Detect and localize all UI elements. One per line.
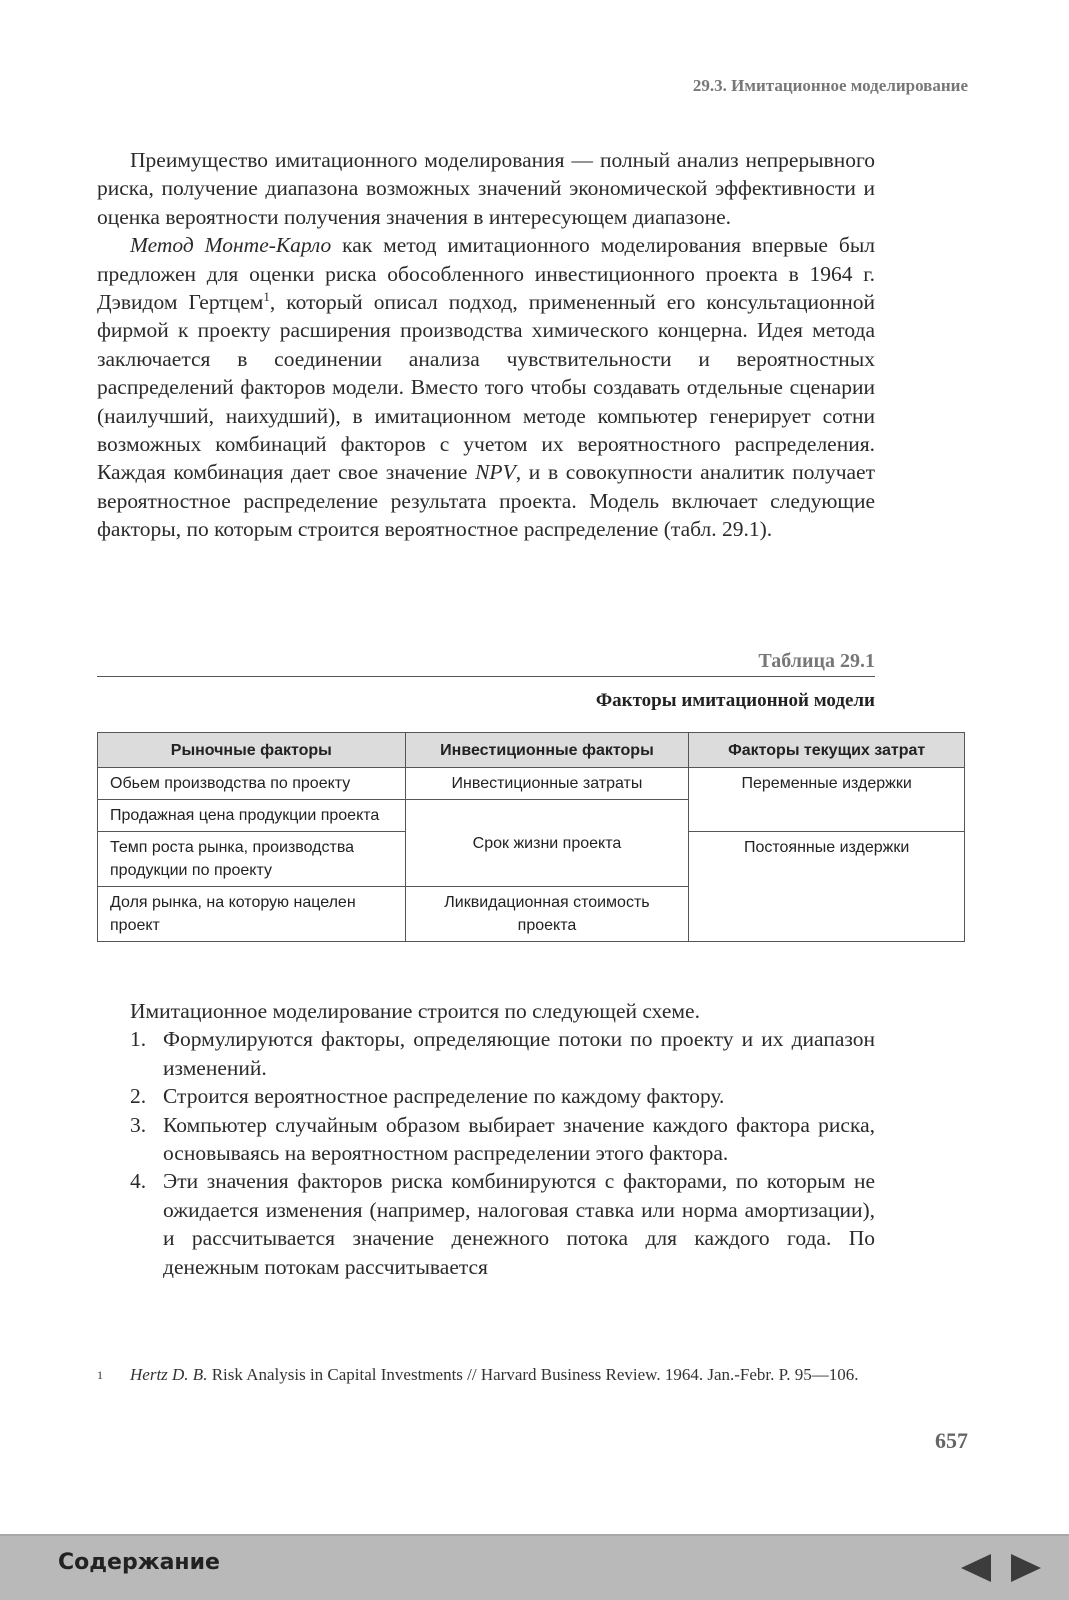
table-cell: Срок жизни проекта xyxy=(405,800,689,887)
list-number: 4. xyxy=(130,1169,147,1194)
table-cell: Продажная цена продукции проекта xyxy=(98,800,406,832)
table-row xyxy=(98,768,965,800)
footnote-mark: 1 xyxy=(97,1368,103,1382)
list-number: 1. xyxy=(130,1027,147,1052)
list-text: Эти значения факторов риска комбинируются с факторами, по которым не ожидается изменения (например, налоговая ставка или норма амортизации), и рассчитывается значение денежного потока для каждого года. По денежным потокам рассчитывается xyxy=(163,1169,875,1279)
footnote-author: Hertz D. B. xyxy=(130,1365,208,1384)
list-number: 2. xyxy=(130,1084,147,1109)
column-header: Инвестиционные факторы xyxy=(405,733,689,768)
table-cell: Переменные издержки xyxy=(689,768,965,832)
paragraph-text: , и в совокупности аналитик получает вероятностное распределение результата проекта. Модель включает следующие факторы, по которым строится вероятностное распределение (табл. 29.1). xyxy=(97,460,875,542)
footnote-text xyxy=(130,1364,858,1386)
table-number: Таблица 29.1 xyxy=(758,650,875,672)
list-text: Формулируются факторы, определяющие потоки по проекту и их диапазон изменений. xyxy=(163,1027,875,1080)
footnote-ref[interactable]: 1 xyxy=(263,288,270,304)
table-header-row xyxy=(98,733,965,768)
npv-term: NPV xyxy=(475,460,516,485)
paragraph: Имитационное моделирование строится по следующей схеме. xyxy=(130,999,700,1023)
column-header: Рыночные факторы xyxy=(98,733,406,768)
list-item xyxy=(97,1082,875,1110)
paragraph xyxy=(97,231,875,543)
factors-table xyxy=(97,732,965,942)
table-cell: Обьем производства по проекту xyxy=(98,768,406,800)
table-cell: Ликвидационная стоимость проекта xyxy=(405,887,689,942)
navigation-bar xyxy=(0,1534,1069,1600)
triangle-left-icon[interactable] xyxy=(959,1552,993,1584)
list-number: 3. xyxy=(130,1112,147,1137)
list-item xyxy=(97,1167,875,1281)
table-cell: Темп роста рынка, производства продукции по проекту xyxy=(98,832,406,887)
method-term: Метод Монте-Карло xyxy=(130,233,332,258)
page-number: 657 xyxy=(935,1428,968,1453)
list-item xyxy=(97,1111,875,1168)
column-header: Факторы текущих затрат xyxy=(689,733,965,768)
paragraph-text: , который описал подход, примененный его консультационной фирмой к проекту расширения производства химического концерна. Идея метода заключается в соединении анализа чувствительности и вероятностных распределений факторов модели. Вместо того чтобы создавать отдельные сценарии (наилучший, наихудший), в имитационном методе компьютер генерирует сотни возможных комбинаций факторов с учетом их вероятностного распределения. Каждая комбинация дает свое значение xyxy=(97,290,875,485)
caption-rule xyxy=(97,676,875,677)
table-cell: Доля рынка, на которую нацелен проект xyxy=(98,887,406,942)
footnote-citation: Risk Analysis in Capital Investments // Harvard Business Review. 1964. Jan.-Febr. P. 95—106. xyxy=(207,1365,859,1384)
footnote xyxy=(97,1364,875,1386)
steps-list xyxy=(97,1025,875,1281)
list-text: Компьютер случайным образом выбирает значение каждого фактора риска, основываясь на вероятностном распределении этого фактора. xyxy=(163,1112,875,1166)
list-item xyxy=(97,1025,875,1082)
triangle-right-icon[interactable] xyxy=(1009,1552,1043,1584)
main-text xyxy=(97,146,875,544)
table-cell: Постоянные издержки xyxy=(689,832,965,942)
scheme-section xyxy=(97,997,875,1281)
table-title: Факторы имитационной модели xyxy=(595,690,875,711)
paragraph: Преимущество имитационного моделирования — полный анализ непрерывного риска, получение диапазона возможных значений экономической эффективности и оценка вероятности получения значения в интересующем диапазоне. xyxy=(97,148,875,229)
list-text: Строится вероятностное распределение по каждому фактору. xyxy=(163,1084,725,1109)
toc-link[interactable]: Содержание xyxy=(58,1550,220,1575)
running-title: 29.3. Имитационное моделирование xyxy=(692,76,968,95)
paragraph-text: как метод имитационного моделирования впервые был предложен для оценки риска обособленного инвестиционного проекта в 1964 г. Дэвидом Гертцем xyxy=(97,233,875,315)
table-cell: Инвестиционные затраты xyxy=(405,768,689,800)
